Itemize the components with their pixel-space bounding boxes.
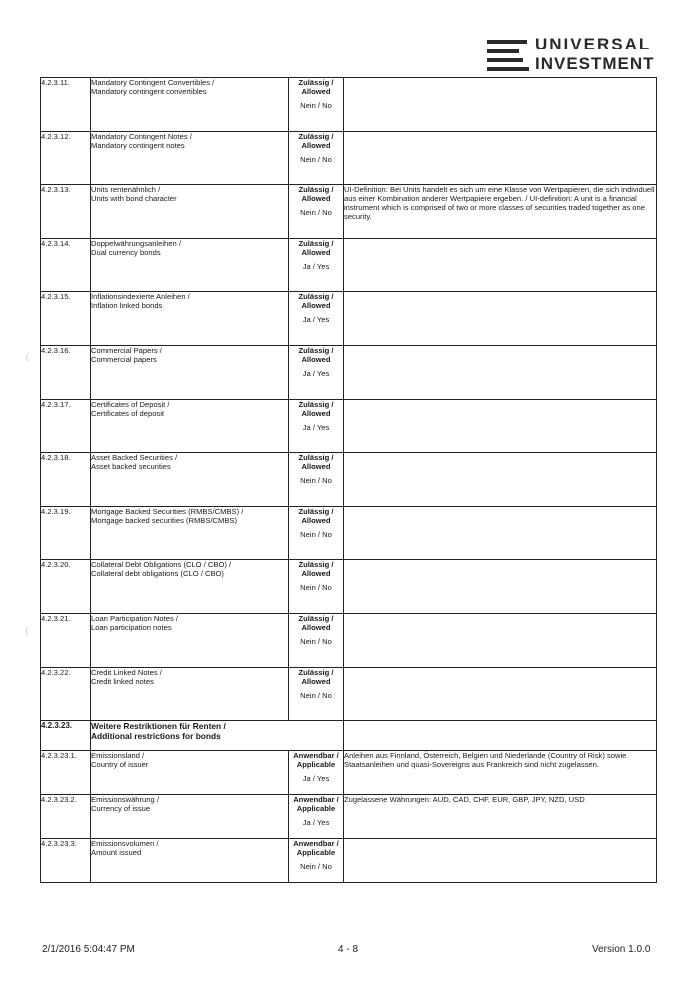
item-description (91, 751, 289, 795)
item-number: 4.2.3.11. (41, 78, 91, 132)
item-note: UI-Definition: Bei Units handelt es sich um eine Klasse von Wertpapieren, die sich individuell aus einer Kombination anderer Wertpapiere ergeben. / UI-definition: A unit is a financial instrument which is comprised of two or more classes of securities traded together as one security. (344, 185, 657, 239)
item-status (289, 667, 344, 721)
item-number: 4.2.3.16. (41, 345, 91, 399)
description-de: Doppelwährungsanleihen / (91, 238, 181, 248)
status-value: Nein / No (300, 154, 332, 164)
item-description (91, 506, 289, 560)
table-row (41, 453, 657, 507)
table-row (41, 560, 657, 614)
status-label-en: Allowed (301, 408, 331, 418)
status-label-en: Allowed (301, 462, 331, 472)
section-title (91, 721, 344, 751)
description-de: Mandatory Contingent Notes / (91, 131, 192, 141)
universal-investment-logo (487, 36, 657, 76)
item-number: 4.2.3.22. (41, 667, 91, 721)
description-de: Credit Linked Notes / (91, 667, 162, 677)
item-status (289, 560, 344, 614)
status-value: Nein / No (300, 583, 332, 593)
footer-date: 2/1/2016 5:04:47 PM (42, 944, 135, 955)
status-label-en: Allowed (301, 354, 331, 364)
item-status (289, 613, 344, 667)
description-de: Inflationsindexierte Anleihen / (91, 292, 190, 302)
status-value: Nein / No (300, 476, 332, 486)
status-label-de: Zulässig / (298, 238, 334, 248)
table-row (41, 292, 657, 346)
item-number: 4.2.3.23.2. (41, 795, 91, 839)
item-description (91, 453, 289, 507)
description-de: Mortgage Backed Securities (RMBS/CMBS) / (91, 506, 244, 516)
scan-mark (26, 626, 35, 636)
table-row (41, 751, 657, 795)
description-de: Emissionsland / (91, 751, 145, 761)
status-label-en: Allowed (301, 676, 331, 686)
item-note: Anleihen aus Finnland, Österreich, Belgien und Niederlande (Country of Risk) sowie Staatsanleihen und quasi-Sovereigns aus Frankreich sind nicht zugelassen. (344, 751, 657, 795)
item-number: 4.2.3.23.3. (41, 839, 91, 883)
description-de: Emissionswährung / (91, 795, 159, 805)
status-value: Nein / No (300, 636, 332, 646)
status-label-en: Allowed (301, 301, 331, 311)
status-label-en: Applicable (296, 760, 336, 770)
item-status (289, 839, 344, 883)
item-status (289, 795, 344, 839)
scan-mark (26, 352, 35, 362)
status-label-en: Allowed (301, 622, 331, 632)
item-note (344, 453, 657, 507)
status-label-de: Zulässig / (298, 78, 334, 87)
description-en: Credit linked notes (91, 676, 154, 686)
status-label-de: Zulässig / (298, 399, 334, 409)
status-label-de: Anwendbar / (293, 839, 339, 849)
status-label-de: Zulässig / (298, 131, 334, 141)
description-en: Mandatory contingent convertibles (91, 87, 207, 96)
status-value: Ja / Yes (302, 774, 330, 784)
status-value: Ja / Yes (302, 315, 330, 325)
description-de: Loan Participation Notes / (91, 613, 178, 623)
status-label-de: Zulässig / (298, 453, 334, 463)
logo-text-line1: UNIVERSAL (535, 36, 652, 49)
section-title-en: Additional restrictions for bonds (91, 731, 221, 742)
description-en: Country of issuer (91, 760, 149, 770)
item-number: 4.2.3.17. (41, 399, 91, 453)
restrictions-table (40, 77, 657, 883)
section-title-de: Weitere Restriktionen für Renten / (91, 721, 226, 732)
table-row (41, 185, 657, 239)
section-number: 4.2.3.23. (41, 721, 91, 751)
status-label-en: Applicable (296, 848, 336, 858)
status-value: Nein / No (300, 690, 332, 700)
table-row (41, 506, 657, 560)
description-de: Collateral Debt Obligations (CLO / CBO) / (91, 560, 232, 570)
description-en: Commercial papers (91, 354, 157, 364)
table-row (41, 78, 657, 132)
item-description (91, 185, 289, 239)
item-note (344, 560, 657, 614)
status-value: Nein / No (300, 208, 332, 218)
status-label-en: Allowed (301, 87, 331, 96)
item-description (91, 292, 289, 346)
status-label-de: Anwendbar / (293, 751, 339, 761)
description-en: Asset backed securities (91, 462, 171, 472)
status-label-en: Applicable (296, 804, 336, 814)
item-status (289, 751, 344, 795)
description-de: Certificates of Deposit / (91, 399, 170, 409)
table-row (41, 238, 657, 292)
item-description (91, 839, 289, 883)
status-value: Nein / No (300, 529, 332, 539)
item-number: 4.2.3.21. (41, 613, 91, 667)
status-label-de: Zulässig / (298, 613, 334, 623)
description-en: Dual currency bonds (91, 247, 161, 257)
footer-version: Version 1.0.0 (592, 944, 651, 955)
description-en: Mortgage backed securities (RMBS/CMBS) (91, 515, 238, 525)
table-row (41, 345, 657, 399)
item-description (91, 345, 289, 399)
footer-page-number: 4 - 8 (338, 944, 359, 955)
status-value: Ja / Yes (302, 368, 330, 378)
item-description (91, 399, 289, 453)
description-en: Inflation linked bonds (91, 301, 163, 311)
item-note (344, 839, 657, 883)
status-value: Nein / No (300, 862, 332, 872)
status-value: Ja / Yes (302, 818, 330, 828)
description-en: Certificates of deposit (91, 408, 165, 418)
item-status (289, 292, 344, 346)
status-value: Nein / No (300, 101, 332, 110)
item-number: 4.2.3.18. (41, 453, 91, 507)
item-note (344, 506, 657, 560)
item-description (91, 78, 289, 132)
status-label-en: Allowed (301, 247, 331, 257)
item-note: Zugelassene Währungen: AUD, CAD, CHF, EUR, GBP, JPY, NZD, USD (344, 795, 657, 839)
table-row (41, 839, 657, 883)
status-label-de: Zulässig / (298, 292, 334, 302)
item-note (344, 399, 657, 453)
item-status (289, 131, 344, 185)
item-description (91, 667, 289, 721)
table-row (41, 131, 657, 185)
description-de: Emissionsvolumen / (91, 839, 159, 849)
table-row (41, 795, 657, 839)
item-status (289, 185, 344, 239)
item-note (344, 613, 657, 667)
item-note (344, 238, 657, 292)
item-number: 4.2.3.14. (41, 238, 91, 292)
item-note (344, 292, 657, 346)
status-label-de: Zulässig / (298, 667, 334, 677)
status-label-en: Allowed (301, 569, 331, 579)
description-de: Asset Backed Securities / (91, 453, 178, 463)
logo-text-line2: INVESTMENT (535, 54, 655, 73)
description-de: Units rentenähnlich / (91, 185, 161, 195)
item-description (91, 238, 289, 292)
item-number: 4.2.3.20. (41, 560, 91, 614)
description-en: Currency of issue (91, 804, 151, 814)
description-de: Mandatory Contingent Convertibles / (91, 78, 215, 87)
item-status (289, 345, 344, 399)
status-label-en: Allowed (301, 140, 331, 150)
status-label-de: Zulässig / (298, 560, 334, 570)
item-description (91, 131, 289, 185)
table-row (41, 667, 657, 721)
table-row (41, 613, 657, 667)
item-description (91, 613, 289, 667)
item-status (289, 453, 344, 507)
status-label-de: Zulässig / (298, 185, 334, 195)
status-value: Ja / Yes (302, 422, 330, 432)
description-en: Mandatory contingent notes (91, 140, 185, 150)
table-row (41, 399, 657, 453)
item-description (91, 795, 289, 839)
section-header-row (41, 721, 657, 751)
item-note (344, 78, 657, 132)
status-label-de: Zulässig / (298, 345, 334, 355)
item-status (289, 399, 344, 453)
item-status (289, 238, 344, 292)
status-label-en: Allowed (301, 515, 331, 525)
status-label-de: Zulässig / (298, 506, 334, 516)
item-status (289, 506, 344, 560)
item-number: 4.2.3.23.1. (41, 751, 91, 795)
item-number: 4.2.3.13. (41, 185, 91, 239)
item-number: 4.2.3.12. (41, 131, 91, 185)
description-en: Units with bond character (91, 194, 177, 204)
item-description (91, 560, 289, 614)
description-en: Loan participation notes (91, 622, 172, 632)
description-de: Commercial Papers / (91, 345, 162, 355)
status-value: Ja / Yes (302, 261, 330, 271)
logo-mark-icon (487, 40, 531, 72)
item-note (344, 131, 657, 185)
item-note (344, 667, 657, 721)
item-number: 4.2.3.19. (41, 506, 91, 560)
item-status (289, 78, 344, 132)
status-label-de: Anwendbar / (293, 795, 339, 805)
status-label-en: Allowed (301, 194, 331, 204)
item-number: 4.2.3.15. (41, 292, 91, 346)
item-note (344, 345, 657, 399)
description-en: Collateral debt obligations (CLO / CBO) (91, 569, 224, 579)
section-note (344, 721, 657, 751)
description-en: Amount issued (91, 848, 142, 858)
